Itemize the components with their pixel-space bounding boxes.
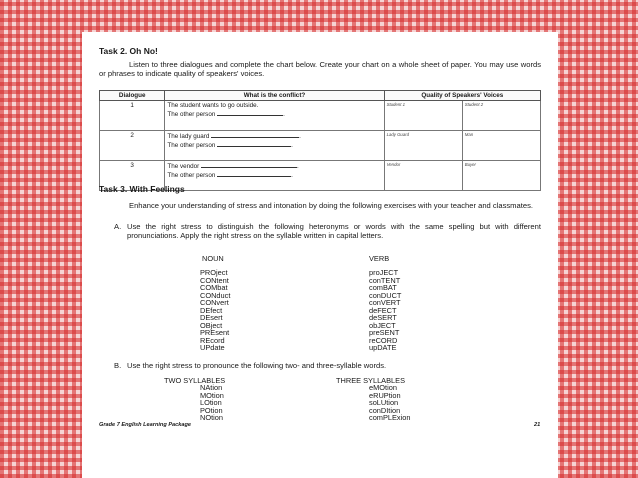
list-item: NOtion (200, 413, 224, 422)
list-item: deFECT (369, 305, 397, 315)
page-number: 21 (534, 422, 541, 428)
three-syllable-list (369, 384, 411, 422)
dialogue-number: 3 (100, 161, 165, 191)
noun-list (200, 269, 230, 352)
dialogue-number: 2 (100, 131, 165, 161)
part-b-text: Use the right stress to pronounce the following two- and three-syllable words. (127, 361, 387, 370)
speaker-cell: Student 1 (384, 101, 462, 131)
blank-line (217, 110, 283, 116)
table-row (100, 131, 541, 161)
conflict-line: The student wants to go outside. (167, 102, 259, 109)
speaker-cell: Student 2 (462, 101, 540, 131)
list-item: deSERT (369, 313, 397, 322)
task2-title: Task 2. Oh No! (99, 46, 158, 56)
list-item: conTENT (369, 275, 401, 285)
list-item: DEsert (200, 313, 223, 322)
list-item: proJECT (369, 268, 399, 277)
noun-header: NOUN (202, 254, 224, 263)
conflict-cell: The vendor . The other person . (165, 161, 384, 191)
speaker-cell: Man (462, 131, 540, 161)
list-item: CONvert (200, 298, 229, 307)
list-item: obJECT (369, 320, 396, 330)
list-item: NAtion (200, 383, 223, 392)
conflict-line: The other person (167, 142, 216, 149)
conflict-cell: The lady guard . The other person . (165, 131, 384, 161)
list-item: CONduct (200, 290, 231, 300)
part-a-letter: A. (114, 222, 122, 231)
speaker-cell: Lady Guard (384, 131, 462, 161)
list-item: comBAT (369, 283, 397, 292)
header-quality: Quality of Speakers' Voices (384, 91, 540, 101)
header-dialogue: Dialogue (100, 91, 165, 101)
three-syllables-header: THREE SYLLABLES (336, 376, 406, 385)
list-item: eMOtion (369, 383, 397, 392)
task3-title: Task 3. With Feelings (99, 184, 185, 194)
list-item: upDATE (369, 343, 397, 352)
list-item: MOtion (200, 390, 224, 400)
list-item: conDItion (369, 405, 401, 415)
list-item: eRUPtion (369, 390, 401, 400)
verb-list (369, 269, 401, 352)
list-item: reCORD (369, 335, 398, 345)
list-item: conVERT (369, 298, 401, 307)
conflict-line: The other person (167, 111, 216, 118)
blank-line (217, 171, 291, 177)
list-item: PREsent (200, 328, 230, 337)
list-item: LOtion (200, 398, 222, 407)
list-item: comPLExion (369, 413, 411, 422)
conflict-cell: The student wants to go outside. The other person . (165, 101, 384, 131)
list-item: COMbat (200, 283, 228, 292)
list-item: UPdate (200, 343, 225, 352)
list-item: preSENT (369, 328, 400, 337)
conflict-line: The lady guard (167, 133, 210, 140)
conflict-line: The vendor (167, 163, 200, 170)
part-a-text: Use the right stress to distinguish the following heteronyms or words with the same spelling but with different pronunciations. Apply the right stress on the syllable written in capital letters. (127, 222, 541, 241)
list-item: POtion (200, 405, 223, 415)
list-item: PROject (200, 268, 228, 277)
blank-line (201, 162, 297, 168)
header-conflict: What is the conflict? (165, 91, 384, 101)
task2-instructions: Listen to three dialogues and complete the chart below. Create your chart on a whole sheet of paper. You may use words or phrases to indicate quality of speakers' voices. (99, 60, 541, 79)
worksheet-page (82, 32, 558, 478)
task3-intro: Enhance your understanding of stress and intonation by doing the following exercises with your teacher and classmates. (129, 201, 533, 210)
speaker-cell: Vendor (384, 161, 462, 191)
blank-line (217, 141, 291, 147)
list-item: REcord (200, 335, 225, 345)
list-item: soLUtion (369, 398, 399, 407)
list-item: OBject (200, 320, 223, 330)
blank-line (211, 132, 299, 138)
voice-quality-chart (99, 90, 541, 191)
conflict-line: The other person (167, 172, 216, 179)
list-item: DEfect (200, 305, 223, 315)
two-syllable-list (200, 384, 224, 422)
list-item: CONtent (200, 275, 229, 285)
two-syllables-header: TWO SYLLABLES (164, 376, 226, 385)
dialogue-number: 1 (100, 101, 165, 131)
speaker-cell: Buyer (462, 161, 540, 191)
verb-header: VERB (369, 254, 390, 263)
footer-title: Grade 7 English Learning Package (99, 422, 192, 428)
part-b-letter: B. (114, 361, 122, 370)
table-row (100, 101, 541, 131)
list-item: conDUCT (369, 290, 402, 300)
